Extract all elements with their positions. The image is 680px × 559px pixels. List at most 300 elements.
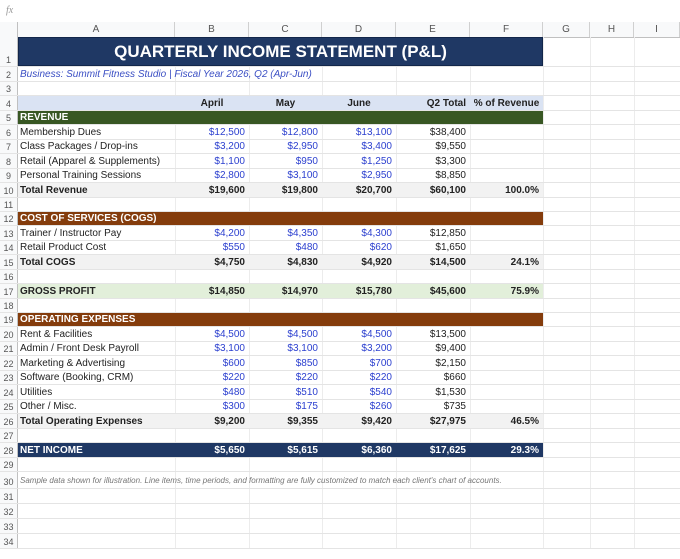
- cell-gridline: [470, 504, 544, 518]
- cell-gridline: [470, 400, 544, 413]
- select-all-corner[interactable]: [0, 22, 18, 37]
- row-header-24[interactable]: 24: [0, 385, 18, 399]
- cell-gridline: [590, 489, 635, 503]
- column-header-f[interactable]: F: [470, 22, 543, 37]
- cell-gridline: [590, 241, 635, 254]
- sheet-row-13: [0, 226, 680, 241]
- cell-gridline: [543, 37, 591, 66]
- row-header-25[interactable]: 25: [0, 400, 18, 413]
- cell-gridline: [470, 458, 544, 471]
- header-may[interactable]: May: [275, 97, 296, 109]
- cell-gridline: [634, 226, 680, 240]
- total-opex-april[interactable]: $9,200: [214, 415, 245, 427]
- cell-gridline: [322, 82, 397, 95]
- cell-gridline: [590, 183, 635, 197]
- cell-gridline: [249, 299, 323, 312]
- row-header-7[interactable]: 7: [0, 140, 18, 153]
- sheet-row-16: [0, 270, 680, 284]
- sheet-row-1: [0, 37, 680, 67]
- cogs-item-q2-total[interactable]: $12,850: [429, 227, 466, 239]
- row-header-6[interactable]: 6: [0, 125, 18, 139]
- cell-gridline: [543, 385, 591, 399]
- revenue-item-april[interactable]: $3,200: [214, 141, 245, 152]
- total-cogs-april[interactable]: $4,750: [214, 256, 245, 268]
- header-q2-total[interactable]: Q2 Total: [426, 97, 466, 109]
- cell-gridline: [249, 270, 323, 283]
- opex-item-name[interactable]: Admin / Front Desk Payroll: [20, 343, 139, 354]
- sheet-row-3: [0, 82, 680, 96]
- opex-item-june[interactable]: $540: [369, 386, 392, 398]
- cogs-item-june[interactable]: $4,300: [361, 227, 392, 239]
- row-header-11[interactable]: 11: [0, 198, 18, 211]
- row-header-4[interactable]: 4: [0, 96, 18, 110]
- opex-item-may[interactable]: $4,500: [287, 328, 318, 340]
- report-subtitle[interactable]: Business: Summit Fitness Studio | Fiscal Year 2026, Q2 (Apr-Jun): [20, 68, 312, 80]
- cell-gridline: [590, 82, 635, 95]
- cell-gridline: [543, 371, 591, 384]
- total-revenue-pct[interactable]: 100.0%: [505, 184, 539, 196]
- cell-gridline: [249, 429, 323, 442]
- cell-gridline: [175, 82, 250, 95]
- sheet-row-10: [0, 183, 680, 198]
- opex-item-june[interactable]: $700: [369, 357, 392, 369]
- cell-gridline: [18, 489, 176, 503]
- cell-gridline: [175, 534, 250, 548]
- cell-gridline: [396, 519, 471, 533]
- header-june[interactable]: June: [347, 97, 371, 109]
- gross-profit-q2-total[interactable]: $45,600: [429, 285, 466, 297]
- sheet-row-25: [0, 400, 680, 414]
- cell-gridline: [590, 385, 635, 399]
- cogs-item-name[interactable]: Retail Product Cost: [20, 242, 107, 253]
- total-revenue-june[interactable]: $20,700: [355, 184, 392, 196]
- opex-item-name[interactable]: Other / Misc.: [20, 401, 77, 412]
- cell-gridline: [634, 212, 680, 225]
- cell-gridline: [470, 371, 544, 384]
- cell-gridline: [543, 212, 591, 225]
- cell-gridline: [543, 226, 591, 240]
- total-revenue-name[interactable]: Total Revenue: [20, 184, 88, 196]
- cell-gridline: [175, 504, 250, 518]
- opex-item-name[interactable]: Marketing & Advertising: [20, 357, 126, 369]
- cell-gridline: [634, 169, 680, 182]
- opex-item-april[interactable]: $480: [222, 386, 245, 398]
- cell-gridline: [18, 504, 176, 518]
- revenue-item-q2-total[interactable]: $9,550: [435, 141, 466, 152]
- section-revenue[interactable]: REVENUE: [18, 111, 543, 124]
- cell-gridline: [590, 37, 635, 66]
- cell-gridline: [543, 255, 591, 269]
- cell-gridline: [590, 169, 635, 182]
- opex-item-name[interactable]: Rent & Facilities: [20, 328, 93, 340]
- cell-gridline: [634, 519, 680, 533]
- row-header-28[interactable]: 28: [0, 443, 18, 457]
- opex-item-april[interactable]: $300: [222, 401, 245, 412]
- revenue-item-june[interactable]: $2,950: [361, 170, 392, 181]
- cell-gridline: [18, 458, 176, 471]
- cell-gridline: [543, 154, 591, 168]
- row-header-19[interactable]: 19: [0, 313, 18, 326]
- revenue-item-june[interactable]: $13,100: [355, 126, 392, 138]
- opex-item-may[interactable]: $510: [295, 386, 318, 398]
- opex-item-june[interactable]: $3,200: [361, 343, 392, 354]
- cell-gridline: [590, 429, 635, 442]
- cell-gridline: [590, 356, 635, 370]
- net-income-june[interactable]: $6,360: [322, 443, 396, 457]
- cell-gridline: [590, 327, 635, 341]
- cogs-item-may[interactable]: $480: [295, 242, 318, 253]
- row-header-34[interactable]: 34: [0, 534, 18, 548]
- opex-item-q2-total[interactable]: $2,150: [435, 357, 466, 369]
- cell-gridline: [634, 82, 680, 95]
- cell-gridline: [175, 429, 250, 442]
- revenue-item-q2-total[interactable]: $38,400: [429, 126, 466, 138]
- sheet-row-7: [0, 140, 680, 154]
- cell-gridline: [590, 400, 635, 413]
- cell-gridline: [322, 270, 397, 283]
- sheet-row-26: [0, 414, 680, 429]
- cell-gridline: [543, 356, 591, 370]
- cell-gridline: [590, 534, 635, 548]
- cell-gridline: [543, 284, 591, 298]
- row-header-10[interactable]: 10: [0, 183, 18, 197]
- cell-gridline: [634, 111, 680, 124]
- total-cogs-q2-total[interactable]: $14,500: [429, 256, 466, 268]
- cell-gridline: [470, 125, 544, 139]
- revenue-item-june[interactable]: $3,400: [361, 141, 392, 152]
- cell-gridline: [634, 96, 680, 110]
- cell-gridline: [634, 299, 680, 312]
- gross-profit-june[interactable]: $15,780: [355, 285, 392, 297]
- revenue-item-june[interactable]: $1,250: [361, 155, 392, 167]
- cell-gridline: [322, 519, 397, 533]
- cell-gridline: [634, 327, 680, 341]
- row-header-14[interactable]: 14: [0, 241, 18, 254]
- cell-gridline: [470, 327, 544, 341]
- row-header-27[interactable]: 27: [0, 429, 18, 442]
- sheet-row-17: [0, 284, 680, 299]
- cell-gridline: [543, 125, 591, 139]
- total-revenue-april[interactable]: $19,600: [208, 184, 245, 196]
- cell-gridline: [543, 241, 591, 254]
- header-april[interactable]: April: [200, 97, 224, 109]
- sheet-row-32: [0, 504, 680, 519]
- cell-gridline: [634, 534, 680, 548]
- opex-item-name[interactable]: Utilities: [20, 386, 53, 398]
- row-header-30[interactable]: 30: [0, 472, 18, 488]
- opex-item-may[interactable]: $175: [295, 401, 318, 412]
- opex-item-june[interactable]: $4,500: [361, 328, 392, 340]
- cell-gridline: [634, 154, 680, 168]
- row-header-29[interactable]: 29: [0, 458, 18, 471]
- cell-gridline: [470, 342, 544, 355]
- row-header-20[interactable]: 20: [0, 327, 18, 341]
- sheet-row-30: [0, 472, 680, 489]
- column-header-d[interactable]: D: [322, 22, 396, 37]
- cogs-item-june[interactable]: $620: [369, 242, 392, 253]
- cell-gridline: [175, 458, 250, 471]
- cogs-item-name[interactable]: Trainer / Instructor Pay: [20, 227, 122, 239]
- cell-gridline: [249, 82, 323, 95]
- row-header-1[interactable]: 1: [0, 37, 18, 66]
- total-cogs-june[interactable]: $4,920: [361, 256, 392, 268]
- opex-item-may[interactable]: $220: [295, 372, 318, 383]
- row-header-16[interactable]: 16: [0, 270, 18, 283]
- row-header-12[interactable]: 12: [0, 212, 18, 225]
- opex-item-april[interactable]: $600: [222, 357, 245, 369]
- cell-gridline: [470, 385, 544, 399]
- cell-gridline: [249, 519, 323, 533]
- row-header-15[interactable]: 15: [0, 255, 18, 269]
- cell-gridline: [634, 489, 680, 503]
- row-header-26[interactable]: 26: [0, 414, 18, 428]
- cell-gridline: [396, 504, 471, 518]
- cell-gridline: [634, 504, 680, 518]
- opex-item-q2-total[interactable]: $660: [443, 372, 466, 383]
- row-header-8[interactable]: 8: [0, 154, 18, 168]
- cell-gridline: [543, 169, 591, 182]
- cell-gridline: [590, 299, 635, 312]
- column-header-b[interactable]: B: [175, 22, 249, 37]
- cell-gridline: [249, 489, 323, 503]
- cell-gridline: [18, 299, 176, 312]
- revenue-item-name[interactable]: Class Packages / Drop-ins: [20, 141, 138, 152]
- net-income-q2-total[interactable]: $17,625: [396, 443, 470, 457]
- cell-gridline: [590, 67, 635, 81]
- cell-gridline: [634, 284, 680, 298]
- sheet-row-5: [0, 111, 680, 125]
- row-header-18[interactable]: 18: [0, 299, 18, 312]
- column-header-h[interactable]: H: [590, 22, 634, 37]
- cell-gridline: [18, 82, 176, 95]
- cell-gridline: [634, 385, 680, 399]
- cell-gridline: [249, 534, 323, 548]
- row-header-31[interactable]: 31: [0, 489, 18, 503]
- cell-gridline: [543, 299, 591, 312]
- row-header-17[interactable]: 17: [0, 284, 18, 298]
- cell-gridline: [470, 299, 544, 312]
- row-header-32[interactable]: 32: [0, 504, 18, 518]
- cell-gridline: [470, 489, 544, 503]
- cogs-item-april[interactable]: $4,200: [214, 227, 245, 239]
- row-header-23[interactable]: 23: [0, 371, 18, 384]
- opex-item-may[interactable]: $850: [295, 357, 318, 369]
- cell-gridline: [590, 414, 635, 428]
- cell-gridline: [543, 534, 591, 548]
- cell-gridline: [396, 534, 471, 548]
- revenue-item-may[interactable]: $2,950: [287, 141, 318, 152]
- cell-gridline: [470, 82, 544, 95]
- cell-gridline: [396, 299, 471, 312]
- revenue-item-april[interactable]: $2,800: [214, 170, 245, 181]
- cell-gridline: [634, 356, 680, 370]
- cell-gridline: [590, 226, 635, 240]
- cell-gridline: [543, 111, 591, 124]
- cell-gridline: [543, 519, 591, 533]
- sheet-row-24: [0, 385, 680, 400]
- total-cogs-pct[interactable]: 24.1%: [510, 256, 539, 268]
- cell-gridline: [590, 111, 635, 124]
- column-header-g[interactable]: G: [543, 22, 590, 37]
- revenue-item-name[interactable]: Personal Training Sessions: [20, 170, 142, 181]
- cogs-item-may[interactable]: $4,350: [287, 227, 318, 239]
- opex-item-april[interactable]: $3,100: [214, 343, 245, 354]
- opex-item-june[interactable]: $220: [369, 372, 392, 383]
- row-header-21[interactable]: 21: [0, 342, 18, 355]
- total-revenue-may[interactable]: $19,800: [281, 184, 318, 196]
- cell-gridline: [396, 82, 471, 95]
- net-income-pct[interactable]: 29.3%: [470, 443, 543, 457]
- opex-item-q2-total[interactable]: $13,500: [429, 328, 466, 340]
- section-opex[interactable]: OPERATING EXPENSES: [18, 313, 543, 326]
- opex-item-april[interactable]: $220: [222, 372, 245, 383]
- formula-bar[interactable]: [0, 0, 680, 23]
- sheet-row-19: [0, 313, 680, 327]
- revenue-item-name[interactable]: Membership Dues: [20, 126, 102, 138]
- sheet-row-31: [0, 489, 680, 504]
- total-opex-name[interactable]: Total Operating Expenses: [20, 415, 143, 427]
- cell-gridline: [322, 489, 397, 503]
- cell-gridline: [543, 327, 591, 341]
- cell-gridline: [322, 198, 397, 211]
- revenue-item-name[interactable]: Retail (Apparel & Supplements): [20, 155, 161, 167]
- sheet-row-33: [0, 519, 680, 534]
- cell-gridline: [590, 458, 635, 471]
- sheet-row-11: [0, 198, 680, 212]
- cell-gridline: [634, 37, 680, 66]
- cell-gridline: [634, 443, 680, 457]
- cell-gridline: [543, 472, 591, 488]
- net-income-may[interactable]: $5,615: [249, 443, 322, 457]
- cell-gridline: [590, 504, 635, 518]
- fx-icon: fx: [6, 5, 14, 16]
- opex-item-q2-total[interactable]: $9,400: [435, 343, 466, 354]
- revenue-item-april[interactable]: $1,100: [214, 155, 245, 167]
- section-cogs[interactable]: COST OF SERVICES (COGS): [18, 212, 543, 225]
- opex-item-june[interactable]: $260: [369, 401, 392, 412]
- opex-item-may[interactable]: $3,100: [287, 343, 318, 354]
- cell-gridline: [543, 67, 591, 81]
- cell-gridline: [590, 443, 635, 457]
- row-header-22[interactable]: 22: [0, 356, 18, 370]
- row-header-3[interactable]: 3: [0, 82, 18, 95]
- revenue-item-may[interactable]: $950: [295, 155, 318, 167]
- cell-gridline: [18, 270, 176, 283]
- cell-gridline: [543, 270, 591, 283]
- cell-gridline: [590, 125, 635, 139]
- cell-gridline: [322, 504, 397, 518]
- revenue-item-may[interactable]: $12,800: [281, 126, 318, 138]
- total-opex-q2-total[interactable]: $27,975: [429, 415, 466, 427]
- row-header-2[interactable]: 2: [0, 67, 18, 81]
- cell-gridline: [543, 96, 591, 110]
- sheet-row-15: [0, 255, 680, 270]
- total-opex-pct[interactable]: 46.5%: [510, 415, 539, 427]
- gross-profit-name[interactable]: GROSS PROFIT: [20, 285, 96, 297]
- cell-gridline: [590, 154, 635, 168]
- opex-item-q2-total[interactable]: $735: [443, 401, 466, 412]
- cogs-item-april[interactable]: $550: [222, 242, 245, 253]
- total-opex-june[interactable]: $9,420: [361, 415, 392, 427]
- sheet-row-9: [0, 169, 680, 183]
- net-income-name[interactable]: NET INCOME: [18, 443, 175, 457]
- net-income-april[interactable]: $5,650: [175, 443, 249, 457]
- cogs-item-q2-total[interactable]: $1,650: [435, 242, 466, 253]
- cell-gridline: [18, 519, 176, 533]
- cell-gridline: [396, 198, 471, 211]
- cell-gridline: [322, 458, 397, 471]
- total-opex-may[interactable]: $9,355: [287, 415, 318, 427]
- cell-gridline: [590, 212, 635, 225]
- cell-gridline: [634, 183, 680, 197]
- column-header-i[interactable]: I: [634, 22, 680, 37]
- cell-gridline: [396, 489, 471, 503]
- opex-item-name[interactable]: Software (Booking, CRM): [20, 372, 134, 383]
- cell-gridline: [470, 270, 544, 283]
- cell-gridline: [396, 458, 471, 471]
- revenue-item-q2-total[interactable]: $8,850: [435, 170, 466, 181]
- cell-gridline: [590, 270, 635, 283]
- sheet-row-29: [0, 458, 680, 472]
- revenue-item-april[interactable]: $12,500: [208, 126, 245, 138]
- row-header-5[interactable]: 5: [0, 111, 18, 124]
- revenue-item-q2-total[interactable]: $3,300: [435, 155, 466, 167]
- cell-gridline: [634, 241, 680, 254]
- cell-gridline: [543, 82, 591, 95]
- gross-profit-april[interactable]: $14,850: [208, 285, 245, 297]
- cell-gridline: [634, 458, 680, 471]
- cell-gridline: [18, 198, 176, 211]
- cell-gridline: [18, 429, 176, 442]
- cell-gridline: [634, 371, 680, 384]
- cell-gridline: [590, 313, 635, 326]
- total-cogs-may[interactable]: $4,830: [287, 256, 318, 268]
- opex-item-april[interactable]: $4,500: [214, 328, 245, 340]
- cell-gridline: [470, 154, 544, 168]
- sheet-row-27: [0, 429, 680, 443]
- column-header-e[interactable]: E: [396, 22, 470, 37]
- column-header-a[interactable]: A: [18, 22, 175, 37]
- cell-gridline: [249, 504, 323, 518]
- column-header-c[interactable]: C: [249, 22, 322, 37]
- cell-gridline: [470, 169, 544, 182]
- sheet-row-22: [0, 356, 680, 371]
- cell-gridline: [634, 472, 680, 488]
- cell-gridline: [470, 140, 544, 153]
- revenue-item-may[interactable]: $3,100: [287, 170, 318, 181]
- total-cogs-name[interactable]: Total COGS: [20, 256, 76, 268]
- gross-profit-pct[interactable]: 75.9%: [510, 285, 539, 297]
- row-header-33[interactable]: 33: [0, 519, 18, 533]
- cell-gridline: [634, 255, 680, 269]
- cell-gridline: [470, 226, 544, 240]
- cell-gridline: [634, 429, 680, 442]
- row-header-9[interactable]: 9: [0, 169, 18, 182]
- opex-item-q2-total[interactable]: $1,530: [435, 386, 466, 398]
- gross-profit-may[interactable]: $14,970: [281, 285, 318, 297]
- sheet-row-34: [0, 534, 680, 549]
- total-revenue-q2-total[interactable]: $60,100: [429, 184, 466, 196]
- report-title[interactable]: QUARTERLY INCOME STATEMENT (P&L): [18, 37, 543, 66]
- cell-gridline: [590, 198, 635, 211]
- cell-gridline: [322, 429, 397, 442]
- sheet-row-14: [0, 241, 680, 255]
- sheet-row-2: [0, 67, 680, 82]
- header-pct-revenue[interactable]: % of Revenue: [473, 97, 540, 109]
- row-header-13[interactable]: 13: [0, 226, 18, 240]
- footnote[interactable]: Sample data shown for illustration. Line items, time periods, and formatting are fully customized to match each client's chart of accounts.: [20, 475, 502, 485]
- cell-gridline: [322, 299, 397, 312]
